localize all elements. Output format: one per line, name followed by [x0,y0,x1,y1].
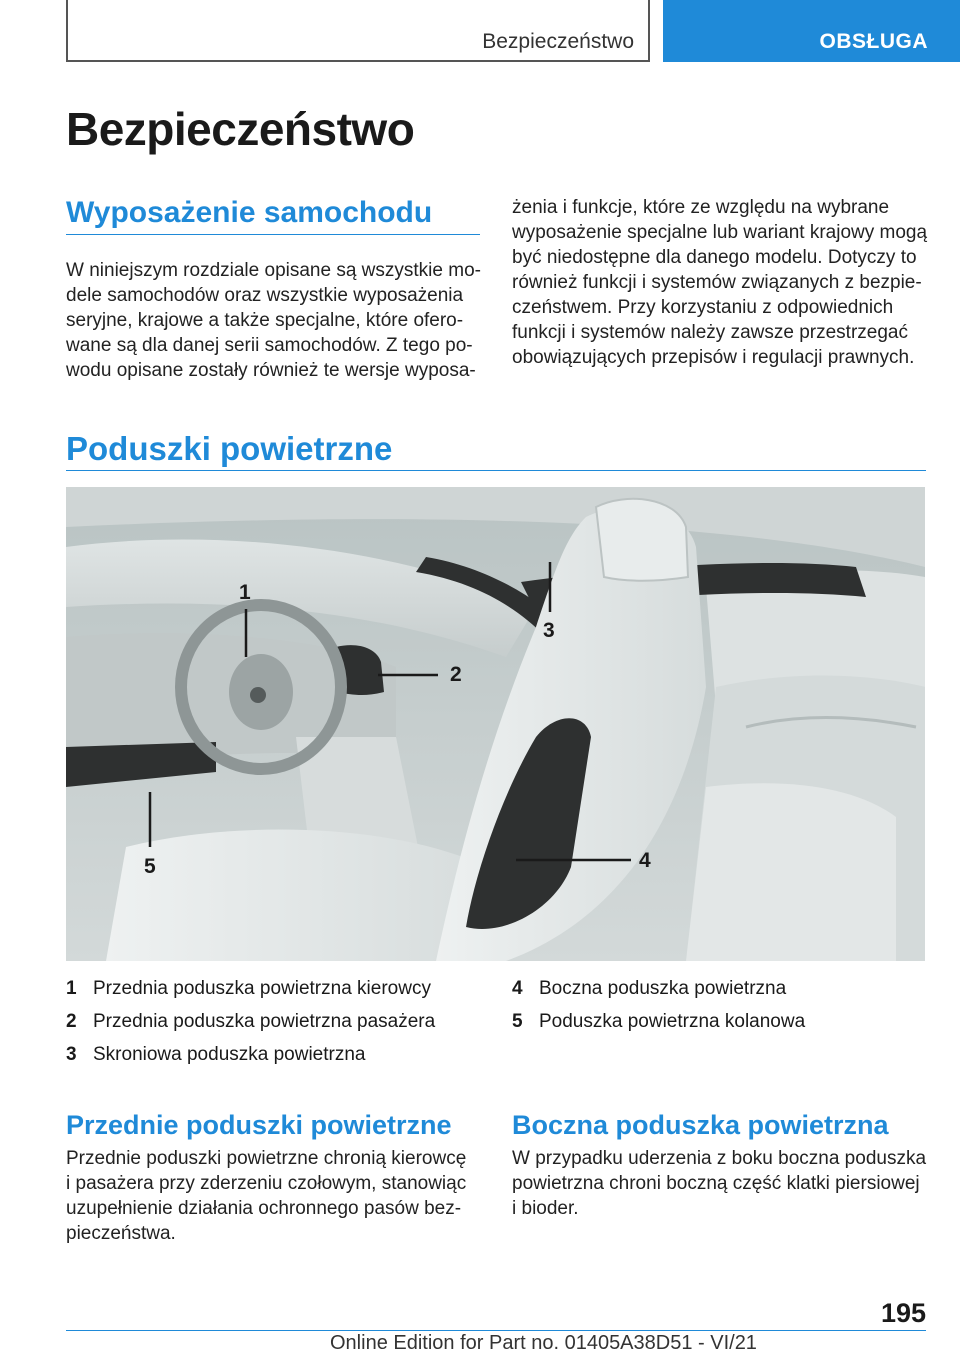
text-line: wyposażenie specjalne lub wariant krajowy mogą [512,222,928,243]
callout-1: 1 [239,581,251,604]
legend-text: Przednia poduszka powietrzna kierowcy [93,978,431,999]
legend-text: Poduszka powietrzna kolanowa [539,1011,806,1032]
text-line: W przypadku uderzenia z boku boczna poduszka [512,1148,927,1169]
text-line: uzupełnienie działania ochronnego pasów bez‐ [66,1198,462,1219]
legend-num: 5 [512,1011,523,1032]
section-title-front-airbags: Przednie poduszki powietrzne [66,1110,452,1140]
text-line: żenia i funkcje, które ze względu na wybrane [512,197,890,218]
text-line: czeństwem. Przy korzystaniu z odpowiednich [512,297,894,318]
legend-item [66,1044,435,1077]
text-line: wane są dla danej serii samochodów. Z tego po‐ [66,335,473,356]
text-line: W niniejszym rozdziale opisane są wszystkie mo‐ [66,260,481,281]
text-line: wodu opisane zostały również te wersje wyposa‐ [66,360,476,381]
page-title: Bezpieczeństwo [66,103,415,155]
footer-edition: Online Edition for Part no. 01405A38D51 - VI/21 [330,1332,757,1354]
text-line: również funkcji i systemów związanych z bezpie‐ [512,272,922,293]
equipment-text-left [66,258,481,383]
text-line: powietrzna chroni boczną część klatki piersiowej [512,1173,920,1194]
legend-item [66,978,435,1011]
header-section-tab [66,0,650,62]
legend-num: 1 [66,978,77,999]
text-line: pieczeństwa. [66,1223,176,1244]
text-line: seryjne, krajowe a także specjalne, które ofero‐ [66,310,464,331]
page-number: 195 [880,1298,926,1328]
legend-num: 2 [66,1011,77,1032]
text-line: Przednie poduszki powietrzne chronią kierowcę [66,1148,467,1169]
text-line: być niedostępne dla danego modelu. Dotyczy to [512,247,917,268]
header-section-label: Bezpieczeństwo [482,30,634,53]
section-title-airbags: Poduszki powietrzne [66,430,393,467]
legend-item [512,978,805,1011]
section-title-side-airbag: Boczna poduszka powietrzna [512,1110,889,1140]
legend-item [512,1011,805,1044]
legend-text: Przednia poduszka powietrzna pasażera [93,1011,436,1032]
airbag-locations-figure [66,487,925,961]
front-airbags-text [66,1146,466,1246]
side-airbag-text [512,1146,926,1221]
footer-rule [66,1330,926,1331]
section-rule-airbags [66,470,926,471]
figure-legend-left [66,978,435,1077]
section-rule-equipment [66,234,480,235]
legend-text: Skroniowa poduszka powietrzna [93,1044,366,1065]
legend-item [66,1011,435,1044]
text-line: funkcji i systemów należy zawsze przestrzegać [512,322,908,343]
figure-legend-right [512,978,805,1044]
legend-num: 4 [512,978,523,999]
header-chapter-label: OBSŁUGA [819,30,928,53]
section-title-equipment: Wyposażenie samochodu [66,196,433,229]
callout-3: 3 [543,619,555,642]
text-line: obowiązujących przepisów i regulacji prawnych. [512,347,915,368]
legend-num: 3 [66,1044,77,1065]
header-chapter-tab[interactable] [663,0,960,62]
equipment-text-right [512,195,927,370]
text-line: i pasażera przy zderzeniu czołowym, stanowiąc [66,1173,467,1194]
callout-2: 2 [450,663,462,686]
text-line: dele samochodów oraz wszystkie wyposażenia [66,285,464,306]
callout-5: 5 [144,855,156,878]
text-line: i bioder. [512,1198,579,1219]
car-interior-illustration [66,487,925,961]
legend-text: Boczna poduszka powietrzna [539,978,787,999]
callout-4: 4 [639,849,651,872]
